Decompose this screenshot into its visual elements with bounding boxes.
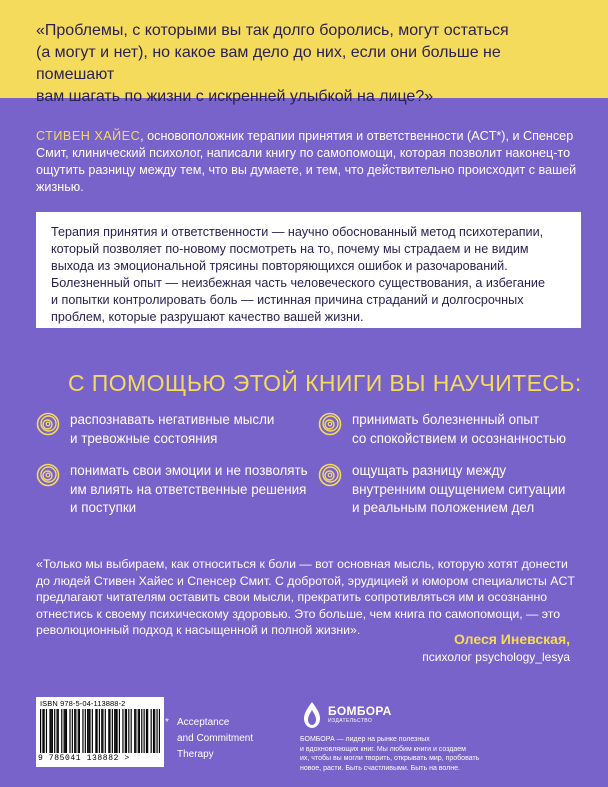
scribble-circle-icon — [36, 463, 60, 487]
barcode-bar — [65, 709, 66, 753]
skill-line: распознавать негативные мысли — [70, 412, 275, 427]
description-line: выхода из эмоциональной трясины повторяющихся ошибок и разочарований. — [51, 259, 508, 273]
scribble-circle-icon — [318, 463, 342, 487]
barcode-bar — [146, 709, 147, 753]
barcode-bar — [114, 709, 115, 753]
skill-line: ощущать разницу между — [352, 463, 507, 478]
barcode-bar — [147, 709, 148, 753]
author-intro-line: Смит, клинический психолог, написали книгу по самопомощи, которая позволит наконец-то — [36, 146, 571, 160]
publisher-logo-icon — [300, 701, 324, 729]
description-box — [36, 212, 581, 328]
barcode-bar — [122, 709, 123, 753]
barcode-bar — [42, 709, 43, 753]
barcode-bar — [131, 709, 132, 753]
barcode-bar — [66, 709, 67, 753]
review-line: революционный подход к насыщенной и полной жизни». — [36, 623, 361, 637]
barcode-bar — [102, 709, 103, 753]
barcode-bar — [46, 709, 47, 753]
barcode-bar — [51, 709, 52, 753]
barcode-bar — [95, 709, 96, 753]
skill-line: со спокойствием и осознанностью — [352, 430, 566, 446]
scribble-circle-icon — [318, 412, 342, 436]
barcode-bar — [49, 709, 50, 753]
barcode-bar — [88, 709, 89, 753]
barcode-bar — [144, 709, 145, 753]
barcode-bar — [154, 709, 155, 753]
barcode-bar — [79, 709, 80, 753]
review-author-role: психолог psychology_lesya — [422, 650, 570, 664]
barcode-bar — [135, 709, 136, 753]
author-name-highlight: СТИВЕН ХАЙЕС — [36, 129, 141, 143]
publisher-note-line: и вдохновляющих книг. Мы любим книги и создаем — [300, 745, 466, 753]
top-quote-line: вам шагать по жизни с искренней улыбкой на лице?» — [36, 88, 434, 105]
description-line: и попытки контролировать боль — истинная причина страданий и долгосрочных — [51, 293, 524, 307]
skill-item — [70, 462, 308, 518]
barcode-bar — [116, 709, 117, 753]
publisher-note-line: БОМБОРА — лидер на рынке полезных — [300, 736, 430, 743]
top-quote-line: «Проблемы, с которыми вы так долго боролись, могут остаться — [36, 22, 509, 39]
barcode-bar — [108, 709, 109, 753]
barcode-digits: 9 785041 138882 > — [38, 754, 130, 763]
barcode-bar — [72, 709, 73, 753]
barcode-bar — [138, 709, 139, 753]
barcode-bar — [40, 709, 41, 753]
skill-line: и поступки — [70, 500, 137, 515]
barcode-bar — [52, 709, 53, 753]
skill-line: принимать болезненный опыт — [352, 412, 540, 427]
review-author: Олеся Иневская, — [453, 631, 570, 647]
barcode-bar — [85, 709, 86, 753]
footnote — [165, 715, 275, 763]
barcode-bar — [151, 709, 152, 753]
barcode-bar — [101, 709, 102, 753]
barcode-bar — [139, 709, 140, 753]
footnote-line: Acceptance — [177, 717, 230, 728]
barcode-bar — [74, 709, 75, 753]
footnote-marker: * — [165, 717, 169, 728]
barcode-bar — [112, 709, 113, 753]
description-line: Терапия принятия и ответственности — научно обоснованный метод психотерапии, — [51, 225, 544, 239]
barcode-bar — [99, 709, 100, 753]
barcode — [36, 697, 164, 767]
author-intro-line: жизнью. — [36, 180, 84, 194]
barcode-bar — [115, 709, 116, 753]
skill-item — [70, 411, 274, 448]
author-intro-line: ощутить разницу между тем, что вы думаете, и тем, что действительно происходит с вашей — [36, 163, 577, 177]
author-intro — [36, 128, 581, 196]
barcode-bar — [125, 709, 126, 753]
barcode-bar — [58, 709, 59, 753]
barcode-bar — [109, 709, 110, 753]
barcode-bar — [134, 709, 135, 753]
skill-item — [352, 411, 566, 448]
barcode-bar — [44, 709, 45, 753]
skill-item — [352, 462, 565, 518]
description-line: проблем, которые разрушают качество вашей жизни. — [51, 310, 364, 324]
publisher-subtitle: ИЗДАТЕЛЬСТВО — [328, 718, 373, 724]
barcode-bar — [78, 709, 79, 753]
review-line: до людей Стивен Хайес и Спенсер Смит. С добротой, эрудицией и юмором специалисты ACT — [36, 573, 575, 588]
review-line: «Только мы выбираем, как относиться к боли — вот основная мысль, которую хотят донести — [36, 557, 568, 571]
barcode-bar — [92, 709, 93, 753]
skill-line: и тревожные состояния — [70, 430, 218, 446]
learn-heading: С ПОМОЩЬЮ ЭТОЙ КНИГИ ВЫ НАУЧИТЕСЬ: — [68, 370, 582, 396]
barcode-bar — [56, 709, 57, 753]
skill-line: внутренним ощущением ситуации — [352, 481, 566, 497]
barcode-bar — [119, 709, 120, 753]
skill-line: понимать свои эмоции и не позволять — [70, 463, 308, 478]
top-quote-line: (а могут и нет), но какое вам дело до них, если они больше не помешают — [36, 44, 501, 83]
barcode-bar — [141, 709, 142, 753]
barcode-bar — [87, 709, 88, 753]
barcode-bar — [126, 709, 127, 753]
barcode-bar — [156, 709, 157, 753]
skill-line: и реальным положением дел — [352, 500, 535, 515]
barcode-bar — [153, 709, 154, 753]
review-line: предлагают читателям оставить свои мысли, прекратить сопротивляться им и осознанно — [36, 590, 548, 604]
isbn-label: ISBN 978-5-04-113888-2 — [40, 699, 126, 708]
publisher-logo — [300, 701, 410, 731]
review-line: отнестись к своему психическому здоровью. Это больше, чем книга по самопомощи, — это — [36, 606, 561, 621]
publisher-note-line: новое, расти. Быть счастливыми. Быть на волне. — [300, 764, 460, 772]
author-intro-line: , основоположник терапии принятия и ответственности (ACT*), и Спенсер — [140, 129, 574, 143]
footnote-line: Therapy — [177, 749, 214, 760]
barcode-bar — [75, 709, 76, 753]
top-quote — [0, 0, 608, 105]
publisher-name: БОМБОРА — [328, 704, 392, 718]
description-line: который позволяет по-новому посмотреть на то, почему мы страдаем и не видим — [51, 242, 529, 256]
description-line: Болезненный опыт — неизбежная часть человеческого существования, а избегание — [51, 276, 545, 290]
scribble-circle-icon — [36, 412, 60, 436]
footnote-line: and Commitment — [177, 733, 254, 744]
barcode-bar — [96, 709, 97, 753]
barcode-bar — [159, 709, 160, 753]
barcode-bar — [54, 709, 55, 753]
publisher-note-line: их, чтобы вы могли творить, открывать мир, пробовать — [300, 755, 480, 762]
publisher-note — [300, 735, 590, 773]
barcode-bar — [105, 709, 106, 753]
review-quote — [36, 556, 581, 639]
barcode-bar — [64, 709, 65, 753]
barcode-bar — [82, 709, 83, 753]
skill-line: им влиять на ответственные решения — [70, 481, 307, 497]
barcode-bar — [128, 709, 129, 753]
barcode-bar — [69, 709, 70, 753]
barcode-icon — [40, 709, 160, 753]
barcode-bar — [89, 709, 90, 753]
barcode-bar — [61, 709, 62, 753]
